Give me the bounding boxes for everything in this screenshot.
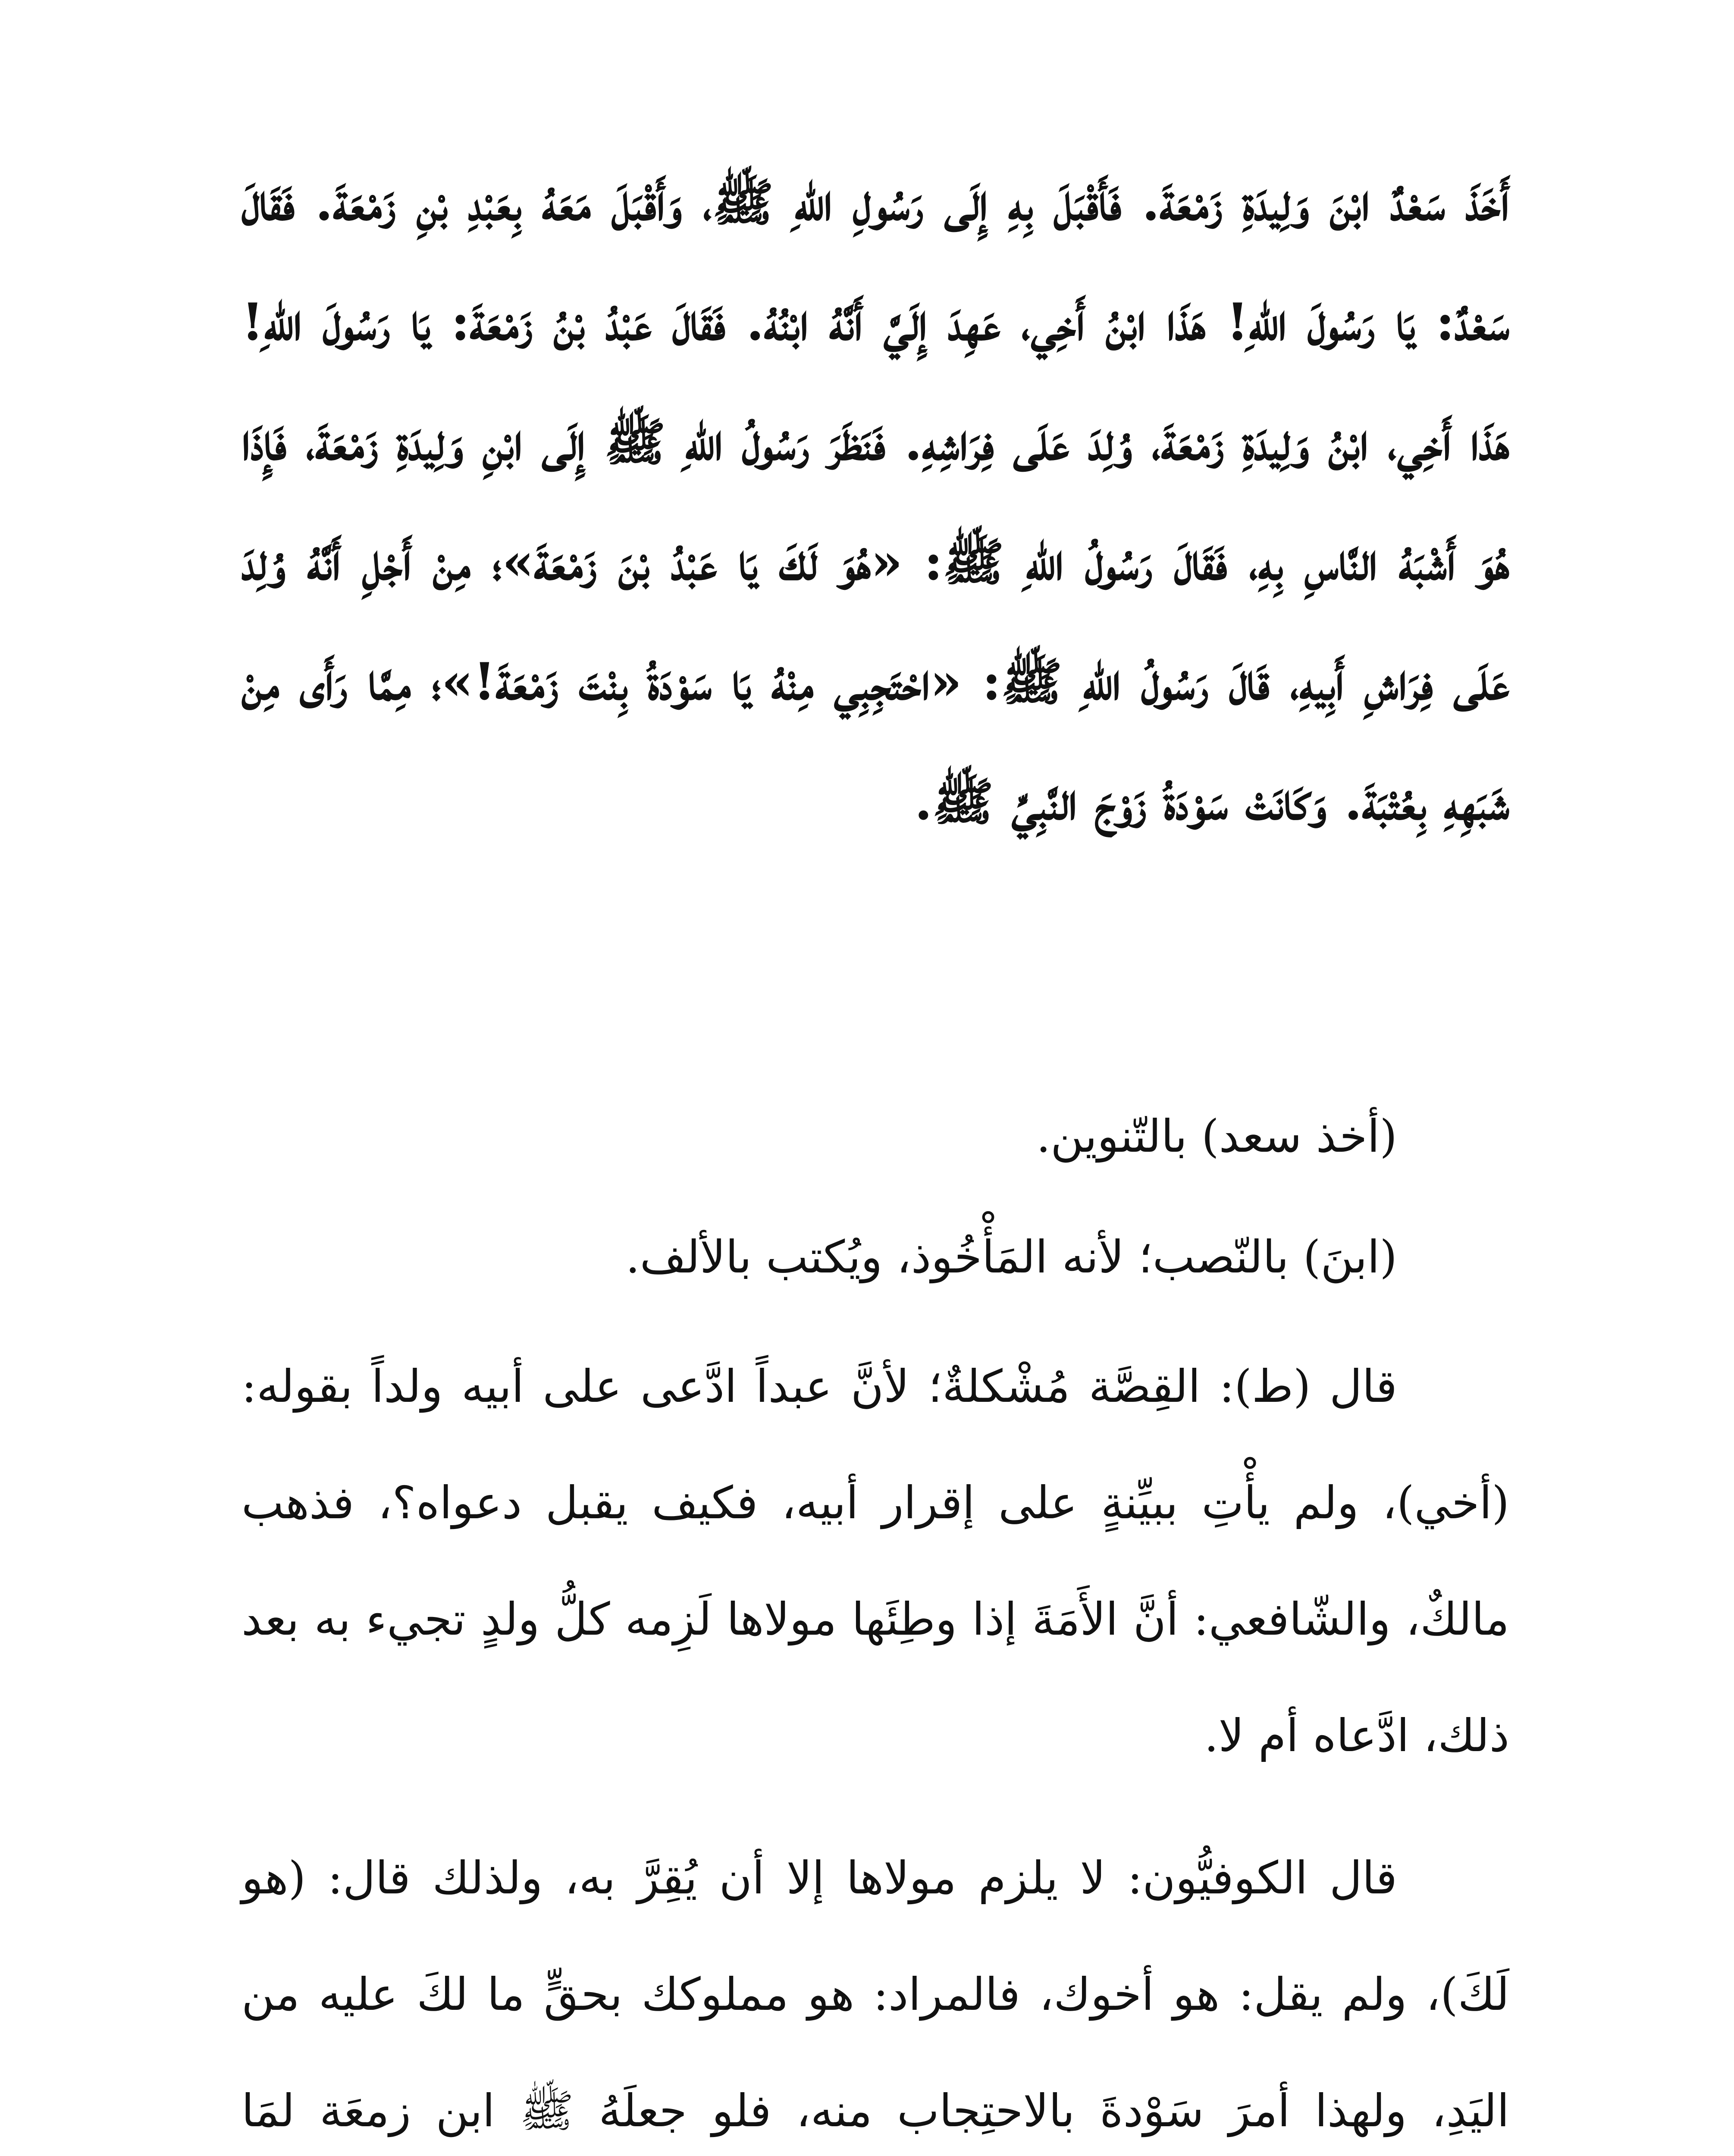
hadith-text-block <box>241 142 1509 862</box>
commentary-paragraph-2: قال الكوفيُّون: لا يلزم مولاها إلا أن يُقِرَّ به، ولذلك قال: (هو لَكَ)، ولم يقل: هو أخوك، فالمراد: هو مملوكك بحقٍّ ما لكَ عليه من اليَدِ، ولهذا أمرَ سَوْدةَ بالاحتِجاب منه، فلو جعلَهُ ﷺ ابن زمعَة لمَا <box>241 1852 1509 2137</box>
note-nasb: (ابنَ) بالنّصب؛ لأنه المَأْخُوذ، ويُكتب بالألف. <box>625 1231 1397 1283</box>
hadith-paragraph: أَخَذَ سَعْدٌ ابْنَ وَلِيدَةِ زَمْعَةَ. فَأَقْبَلَ بِهِ إِلَى رَسُولِ اللهِ ﷺ، وَأَقْبَلَ مَعَهُ بِعَبْدِ بْنِ زَمْعَةَ. فَقَالَ سَعْدٌ: يَا رَسُولَ اللهِ! هَذَا ابْنُ أَخِي، عَهِدَ إِلَيَّ أَنَّهُ ابْنُهُ. فَقَالَ عَبْدُ بْنُ زَمْعَةَ: يَا رَسُولَ اللهِ! هَذَا أَخِي، ابْنُ وَلِيدَةِ زَمْعَةَ، وُلِدَ عَلَى فِرَاشِهِ. فَنَظَرَ رَسُولُ اللهِ ﷺ إِلَى ابْنِ وَلِيدَةِ زَمْعَةَ، فَإِذَا هُوَ أَشْبَهُ النَّاسِ بِهِ، فَقَالَ رَسُولُ اللهِ ﷺ: «هُوَ لَكَ يَا عَبْدُ بْنَ زَمْعَةَ»؛ مِنْ أَجْلِ أَنَّهُ وُلِدَ عَلَى فِرَاشِ أَبِيهِ، قَالَ رَسُولُ اللهِ ﷺ: «احْتَجِبِي مِنْهُ يَا سَوْدَةُ بِنْتَ زَمْعَةَ!»؛ مِمَّا رَأَى مِنْ شَبَهِهِ بِعُتْبَةَ. وَكَانَتْ سَوْدَةُ زَوْجَ النَّبِيِّ ﷺ. <box>241 172 1509 831</box>
commentary-paragraph-1: قال (ط): القِصَّة مُشْكلةٌ؛ لأنَّ عبداً ادَّعى على أبيه ولداً بقوله: (أخي)، ولم يأْتِ ببيِّنةٍ على إقرار أبيه، فكيف يقبل دعواه؟، فذهب مالكٌ، والشّافعي: أنَّ الأَمَةَ إذا وطِئَها مولاها لَزِمه كلُّ ولدٍ تجيء به بعد ذلك، ادَّعاه أم لا. <box>241 1360 1509 1762</box>
commentary-block <box>241 1078 1509 2156</box>
note-tanween: (أخذ سعد) بالتّنوين. <box>1036 1110 1397 1163</box>
